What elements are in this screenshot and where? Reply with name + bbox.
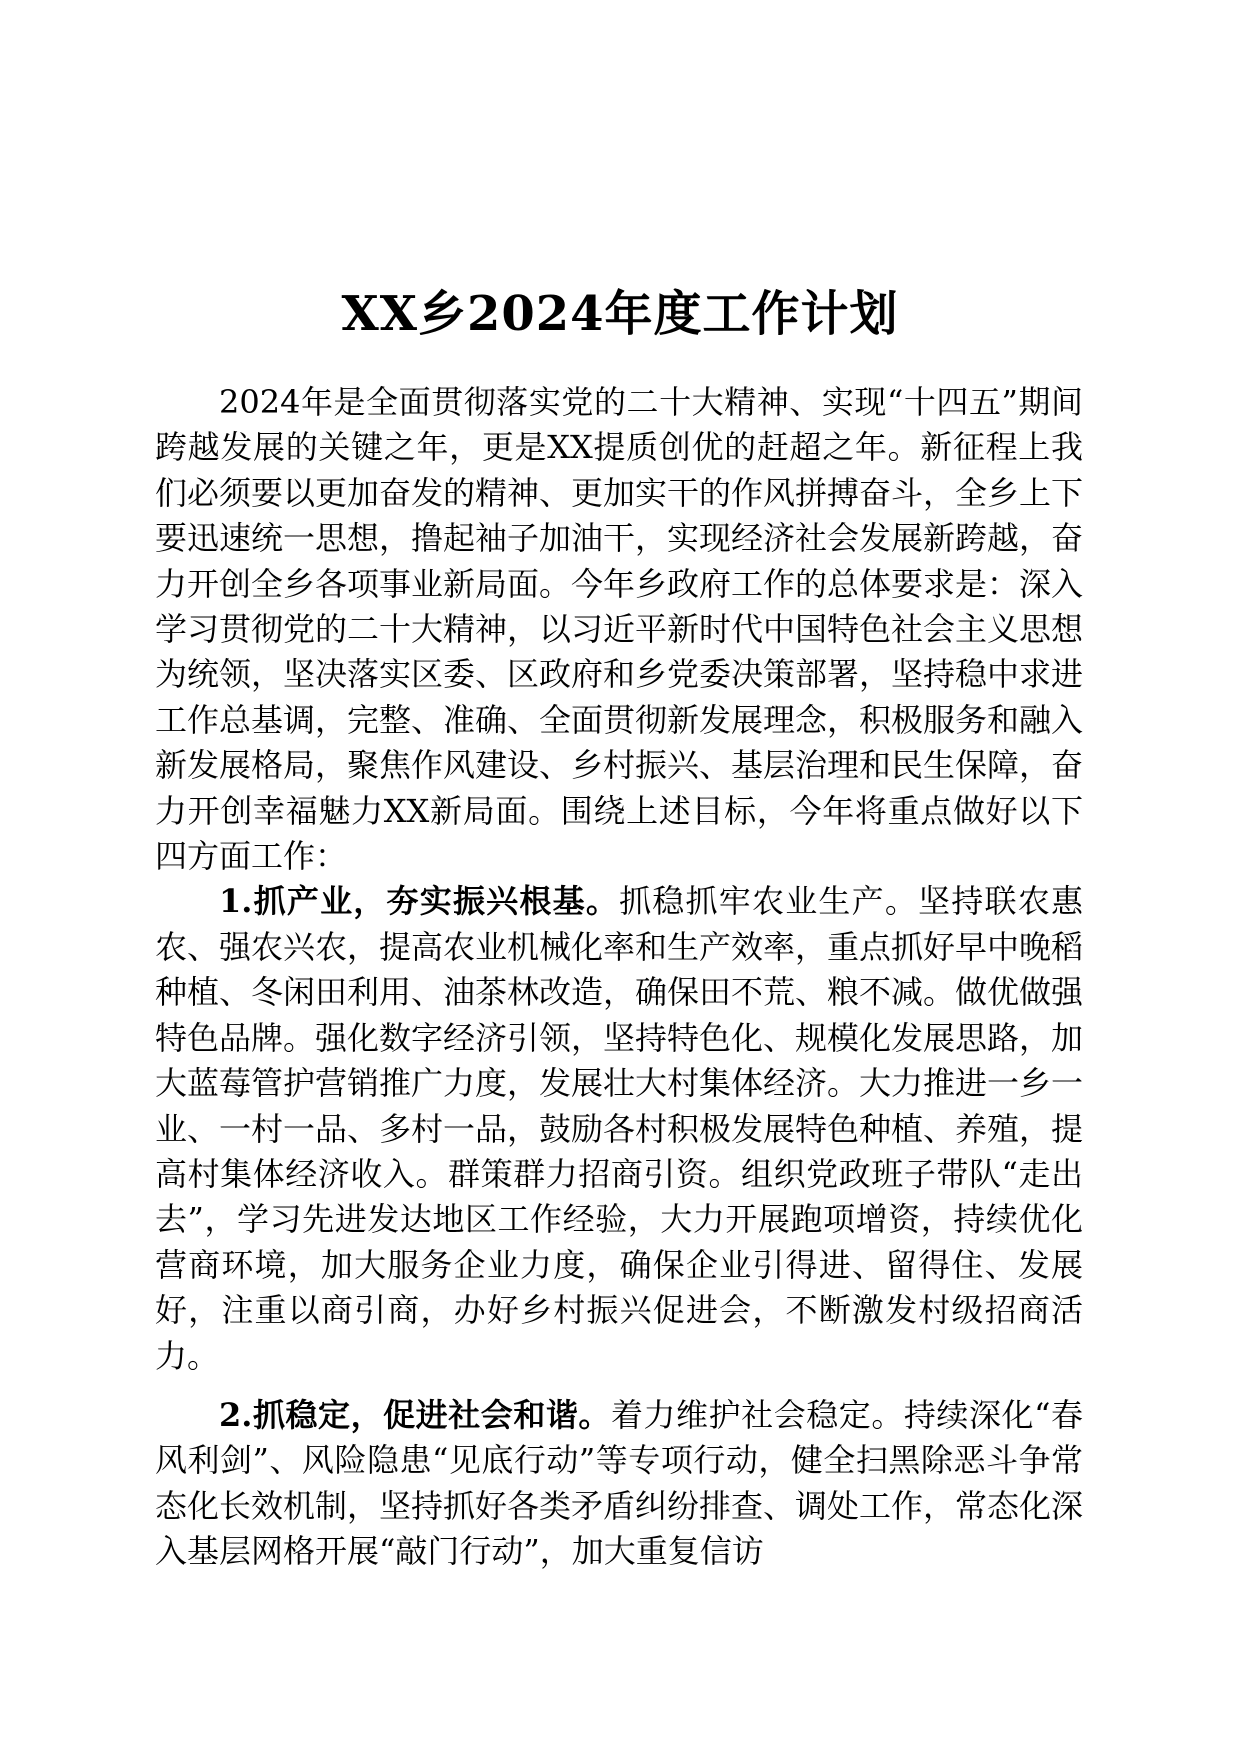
section-heading-stability: 2.抓稳定，促进社会和谐。	[219, 1395, 611, 1434]
document-body	[155, 380, 1083, 1575]
intro-paragraph	[155, 380, 1083, 879]
section-paragraph-industry	[155, 879, 1083, 1378]
paragraph-text: 着力维护社会稳定。持续深化“春风利剑”、风险隐患“见底行动”等专项行动，健全扫黑除恶斗争常态化长效机制，坚持抓好各类矛盾纠纷排查、调处工作，常态化深入基层网格开展“敲门行动”，加大重复信访	[155, 1395, 1084, 1571]
paragraph-text: 抓稳抓牢农业生产。坚持联农惠农、强农兴农，提高农业机械化率和生产效率，重点抓好早中晚稻种植、冬闲田利用、油茶林改造，确保田不荒、粮不减。做优做强特色品牌。强化数字经济引领，坚持特色化、规模化发展思路，加大蓝莓管护营销推广力度，发展壮大村集体经济。大力推进一乡一业、一村一品、多村一品，鼓励各村积极发展特色种植、养殖，提高村集体经济收入。群策群力招商引资。组织党政班子带队“走出去”，学习先进发达地区工作经验，大力开展跑项增资，持续优化营商环境，加大服务企业力度，确保企业引得进、留得住、发展好，注重以商引商，办好乡村振兴促进会，不断激发村级招商活力。	[155, 882, 1084, 1375]
page-title: XX乡2024年度工作计划	[341, 286, 899, 343]
section-paragraph-stability	[155, 1393, 1083, 1575]
section-heading-industry: 1.抓产业，夯实振兴根基。	[219, 882, 620, 921]
paragraph-text: 2024年是全面贯彻落实党的二十大精神、实现“十四五”期间跨越发展的关键之年，更是XX提质创优的赶超之年。新征程上我们必须要以更加奋发的精神、更加实干的作风拼搏奋斗，全乡上下要迅速统一思想，撸起袖子加油干，实现经济社会发展新跨越，奋力开创全乡各项事业新局面。今年乡政府工作的总体要求是：深入学习贯彻党的二十大精神，以习近平新时代中国特色社会主义思想为统领，坚决落实区委、区政府和乡党委决策部署，坚持稳中求进工作总基调，完整、准确、全面贯彻新发展理念，积极服务和融入新发展格局，聚焦作风建设、乡村振兴、基层治理和民生保障，奋力开创幸福魅力XX新局面。围绕上述目标，今年将重点做好以下四方面工作：	[155, 383, 1084, 876]
